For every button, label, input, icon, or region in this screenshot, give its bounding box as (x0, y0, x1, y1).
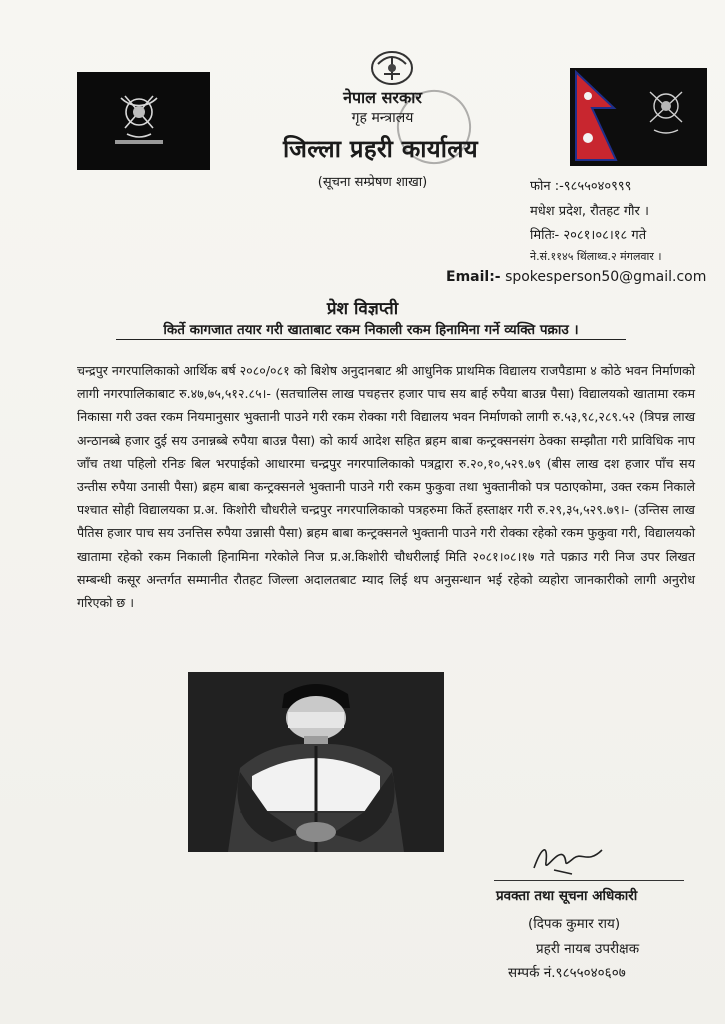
issue-date: मितिः- २०८१।०८।१८ गते (530, 228, 647, 243)
signatory-title: प्रवक्ता तथा सूचना अधिकारी (496, 888, 638, 904)
arrested-person-photo (188, 672, 444, 852)
person-silhouette-icon (188, 672, 444, 852)
press-release-title: प्रेश विज्ञप्ती (326, 299, 399, 319)
signatory-contact: सम्पर्क नं.९८५५०४०६०७ (508, 965, 626, 981)
email-address[interactable]: spokesperson50@gmail.com (505, 269, 707, 285)
signatory-name: (दिपक कुमार राय) (528, 916, 621, 932)
section-name: (सूचना सम्प्रेषण शाखा) (317, 175, 428, 190)
signature-line (494, 880, 684, 881)
headline: किर्ते कागजात तयार गरी खाताबाट रकम निकाली रकम हिनामिना गर्ने व्यक्ति पक्राउ । (116, 320, 626, 340)
nepal-government-emblem-icon (362, 44, 422, 92)
body-paragraph: चन्द्रपुर नगरपालिकाको आर्थिक बर्ष २०८०/०८१ को बिशेष अनुदानबाट श्री आधुनिक प्राथमिक विद्यालय राजपैडामा ४ कोठे भवन निर्माणको लागी नगरपालिकाबाट रु.४७,७५,५१२.८५।- (सतचालिस लाख पचहत्तर हजार पाच सय बार्ह रुपैया बाउन्न पैसा) विद्यालयको खातामा रकम निकासा गरी उक्त रकम नियमानुसार भुक्तानी पाउने गरी रकम रोक्का गरी विद्यालय भवन निर्माणको लागी रु.५३,९८,२८९.५२ (त्रिपन्न लाख अन्ठानब्बे हजार दुई सय उनान्नब्बे रुपैया बाउन्न पैसा) को कार्य आदेश सहित ब्रहम बाबा कन्ट्रक्सनसंग ठेक्का सम्झौता गरी प्राविधिक नाप जाँच तथा पहिलो रनिङ बिल भरपाईको आधारमा चन्द्रपुर नगरपालिकाको पत्रद्वारा रु.२०,१०,५२९.७९ (बीस लाख दश हजार पाँच सय उन्तीस रुपैया उनासी पैसा) ब्रहम बाबा कन्ट्रक्सनले भुक्तानी पाउने गरी रकम फुकुवा तथा भुक्तानीको पत्र पठाएकोमा, उक्त रकम निकाले पश्चात सोही विद्यालयका प्र.अ. किशोरी चौधरीले चन्द्रपुर नगरपालिकाको पत्रहरुमा किर्ते हस्ताक्षर गरी रु.२९,३५,५२९.७९।- (उन्तिस लाख पैतिस हजार पाच सय उनत्तिस रुपैया उन्नासी पैसा) ब्रहम बाबा कन्ट्रक्सनले भुक्तानी पाउने गरी रोक्का रहेको रकम फुकुवा गरी, विद्यालयको खातामा रहेको रकम निकाली हिनामिना गरेकोले निज प्र.अ.किशोरी चौधरीलाई मिति २०८१।०८।१७ गते पक्राउ गरी निज उपर लिखत सम्बन्धी कसूर अन्तर्गत सम्मानीत रौतहट जिल्ला अदालतबाट म्याद लिई थप अनुसन्धान भई रहेको व्यहोरा जानकारीको लागी अनुरोध गरिएको छ । (77, 363, 695, 611)
office-name: जिल्ला प्रहरी कार्यालय (282, 135, 479, 163)
contact-place: मधेश प्रदेश, रौतहट गौर । (530, 204, 649, 219)
nepal-sambat-date: ने.सं.११४५ थिंलाथ्व.२ मंगलवार । (530, 250, 662, 263)
contact-phone: फोन :-९८५५०४०९९९ (530, 179, 632, 194)
ministry-name: गृह मन्त्रालय (351, 110, 414, 126)
contact-email (446, 269, 706, 285)
email-label: Email:- (446, 269, 501, 285)
government-name: नेपाल सरकार (343, 88, 422, 107)
signatory-rank: प्रहरी नायब उपरीक्षक (536, 941, 640, 957)
body-text (77, 359, 695, 614)
handwritten-signature (528, 838, 618, 880)
